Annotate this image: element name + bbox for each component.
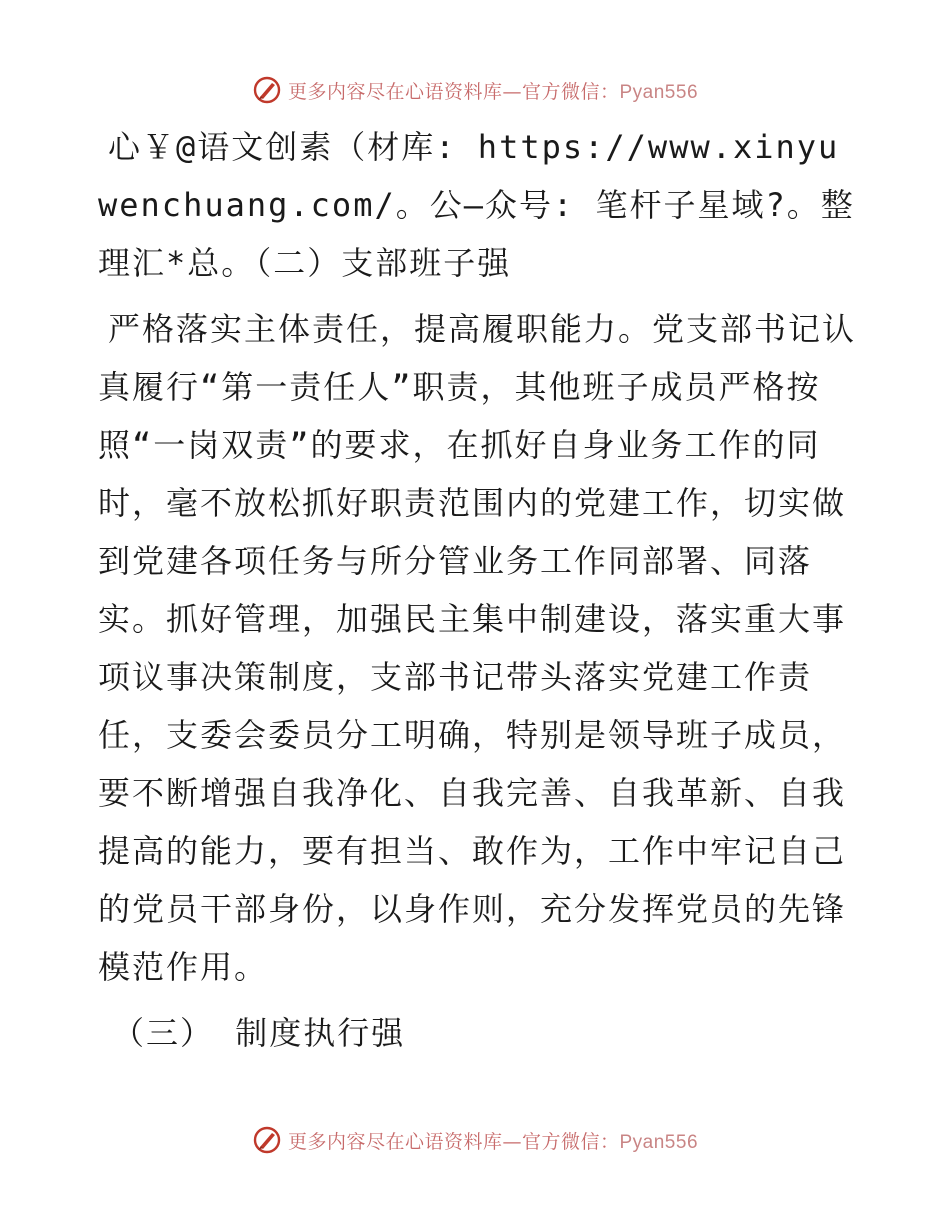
document-body bbox=[98, 118, 858, 1070]
watermark-text: 更多内容尽在心语资料库—官方微信：Pyan556 bbox=[287, 1130, 699, 1153]
watermark-text: 更多内容尽在心语资料库—官方微信：Pyan556 bbox=[287, 80, 699, 103]
watermark-wechat-id: Pyan556 bbox=[619, 1131, 699, 1153]
watermark-wechat-id: Pyan556 bbox=[619, 81, 699, 103]
footer-watermark bbox=[0, 1122, 950, 1158]
paragraph-source-and-heading: 心￥@语文创素（材库: https://www.xinyuwenchuang.com/。公—众号: 笔杆子星域?。整理汇*总。（二）支部班子强 bbox=[98, 128, 855, 282]
paragraph-body: 严格落实主体责任，提高履职能力。党支部书记认真履行“第一责任人”职责，其他班子成员严格按照“一岗双责”的要求，在抓好自身业务工作的同时，毫不放松抓好职责范围内的党建工作，切实做到党建各项任务与所分管业务工作同部署、同落实。抓好管理，加强民主集中制建设，落实重大事项议事决策制度，支部书记带头落实党建工作责任，支委会委员分工明确，特别是领导班子成员，要不断增强自我净化、自我完善、自我革新、自我提高的能力，要有担当、敢作为，工作中牢记自己的党员干部身份，以身作则，充分发挥党员的先锋模范作用。 bbox=[98, 310, 857, 986]
quill-pen-circle-icon bbox=[252, 1125, 282, 1155]
header-watermark bbox=[0, 72, 950, 108]
section-heading: （三） 制度执行强 bbox=[112, 1014, 406, 1052]
quill-pen-circle-icon bbox=[252, 75, 282, 105]
